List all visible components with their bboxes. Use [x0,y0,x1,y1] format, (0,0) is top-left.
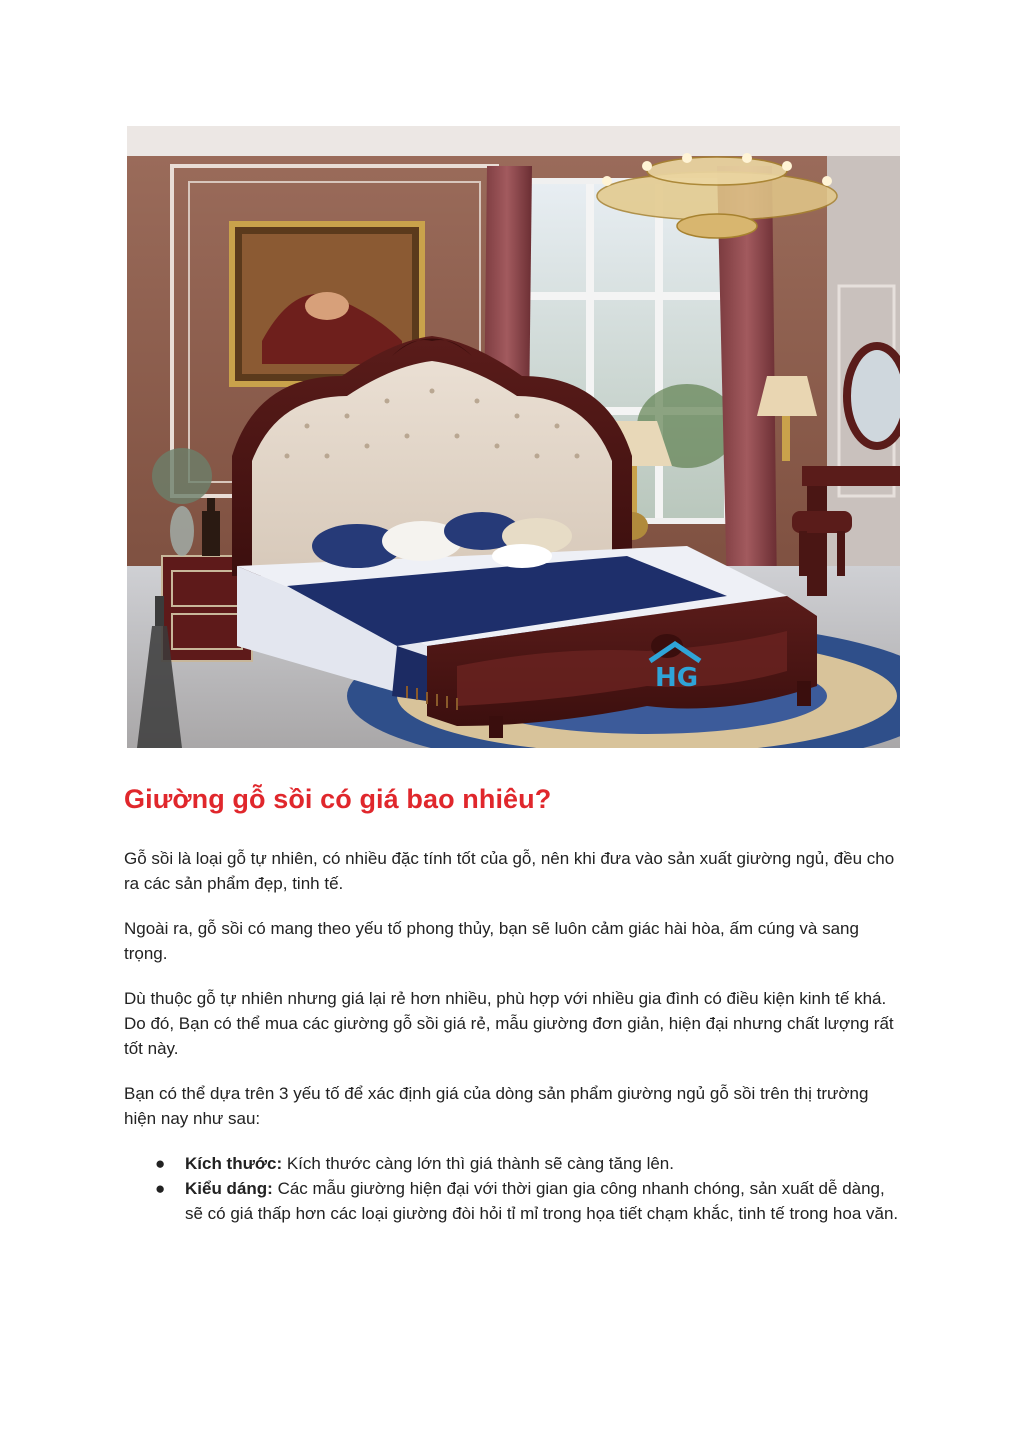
list-item [124,1176,904,1226]
list-item-term: Kích thước: [185,1154,283,1173]
bedroom-product-photo [127,126,900,748]
paragraph-factors: Bạn có thể dựa trên 3 yếu tố để xác định giá của dòng sản phẩm giường ngủ gỗ sồi trên thị trường hiện nay như sau: [124,1084,869,1128]
list-item [124,1151,904,1176]
list-item-term: Kiểu dáng: [185,1179,273,1198]
bedroom-illustration [127,126,900,748]
bullet-marker: ● [155,1179,166,1198]
section-heading: Giường gỗ sồi có giá bao nhiêu? [124,784,552,814]
price-factors-list [124,1151,904,1226]
paragraph-price: Dù thuộc gỗ tự nhiên nhưng giá lại rẻ hơn nhiều, phù hợp với nhiều gia đình có điều kiện kinh tế khá. Do đó, Bạn có thể mua các giường gỗ sồi giá rẻ, mẫu giường đơn giản, hiện đại nhưng chất lượng rất tốt này. [124,989,894,1058]
paragraph-intro: Gỗ sồi là loại gỗ tự nhiên, có nhiều đặc tính tốt của gỗ, nên khi đưa vào sản xuất giường ngủ, đều cho ra các sản phẩm đẹp, tinh tế. [124,849,895,893]
svg-text:HG: HG [655,663,699,693]
list-item-text: Các mẫu giường hiện đại với thời gian gia công nhanh chóng, sản xuất dễ dàng, sẽ có giá thấp hơn các loại giường đòi hỏi tỉ mỉ trong họa tiết chạm khắc, tinh tế trong hoa văn. [185,1179,899,1223]
paragraph-feng-shui: Ngoài ra, gỗ sồi có mang theo yếu tố phong thủy, bạn sẽ luôn cảm giác hài hòa, ấm cúng và sang trọng. [124,919,859,963]
bullet-marker: ● [155,1154,166,1173]
list-item-text: Kích thước càng lớn thì giá thành sẽ càng tăng lên. [282,1154,674,1173]
